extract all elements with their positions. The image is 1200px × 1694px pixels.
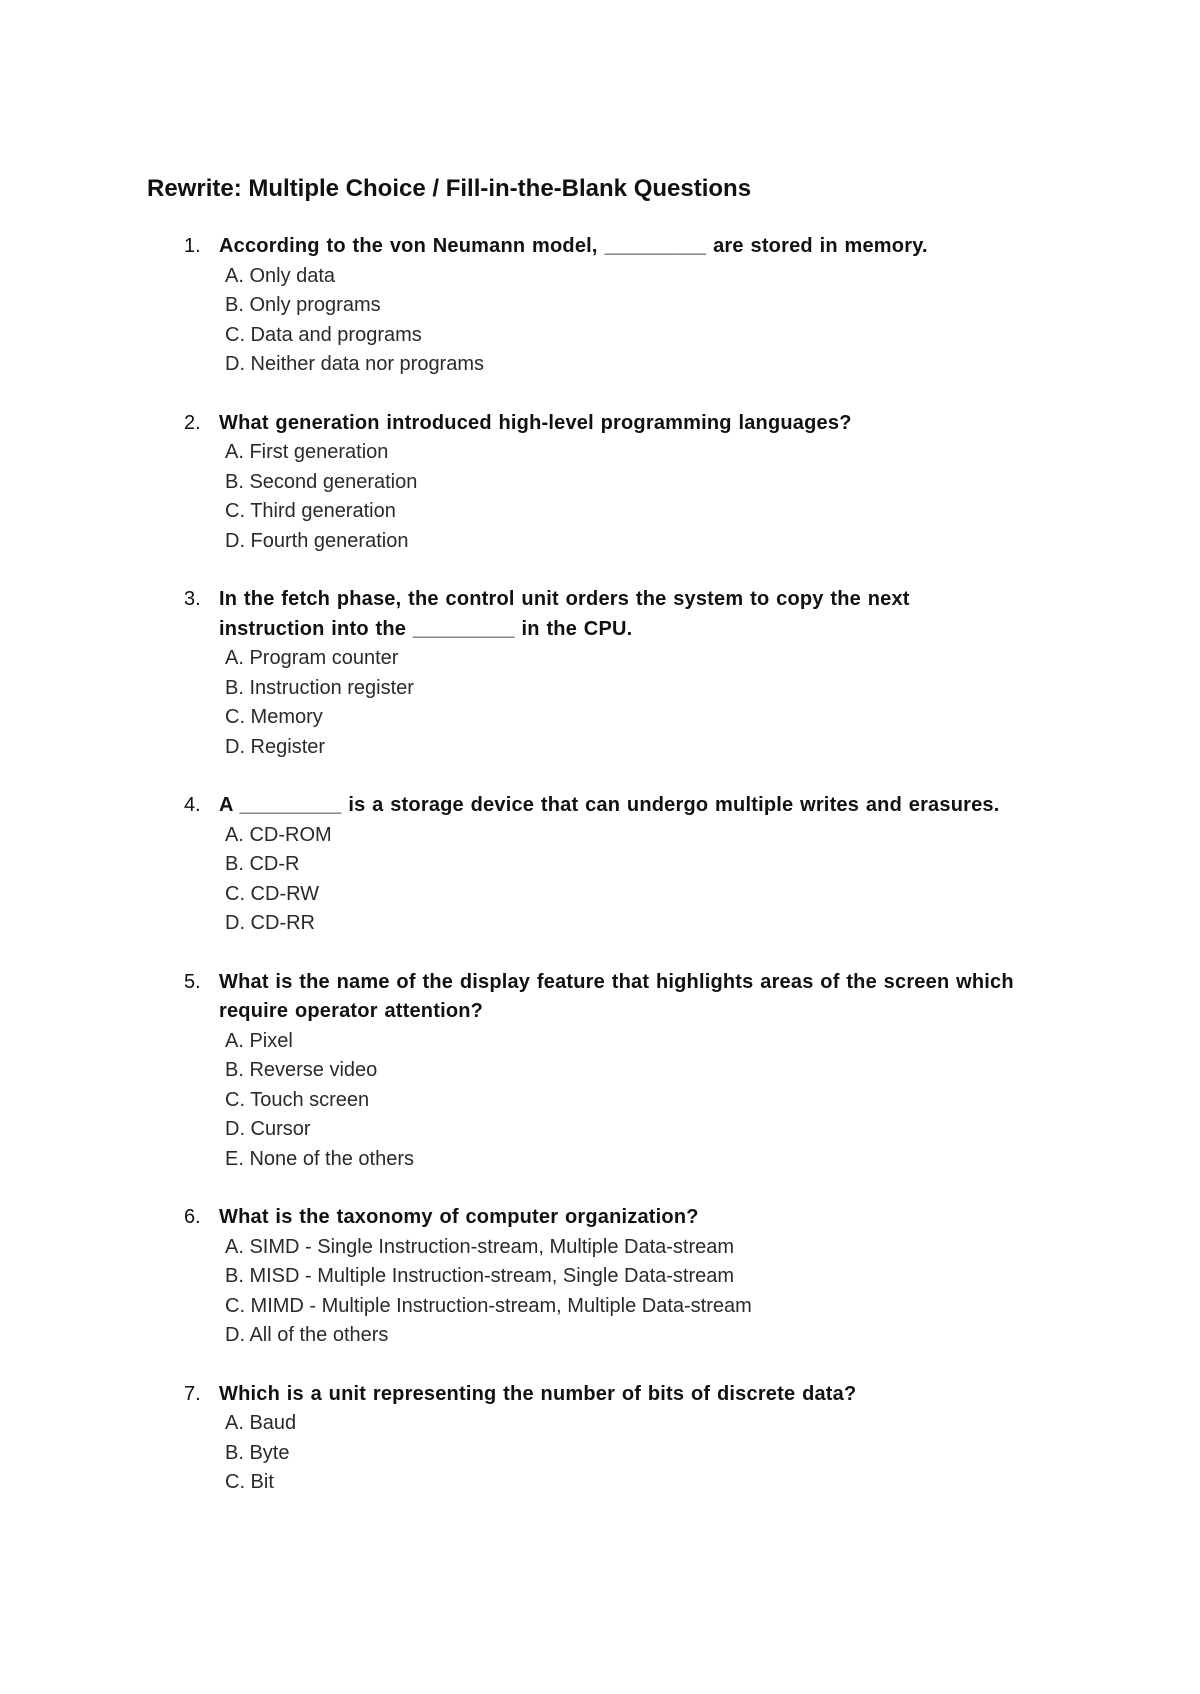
question-item bbox=[0, 585, 1200, 762]
answer-option: C. MIMD - Multiple Instruction-stream, Multiple Data-stream bbox=[225, 1294, 752, 1317]
question-header bbox=[0, 968, 1019, 1027]
answer-option: C. Memory bbox=[225, 706, 323, 728]
question-item bbox=[0, 791, 1200, 939]
question-number: 7. bbox=[184, 1382, 201, 1405]
answer-option: D. Fourth generation bbox=[225, 529, 409, 552]
answer-option: B. Second generation bbox=[225, 470, 418, 493]
answer-option: B. Reverse video bbox=[225, 1059, 378, 1081]
answer-option: B. CD-R bbox=[225, 853, 300, 875]
option-list bbox=[0, 1409, 1200, 1498]
question-item bbox=[0, 232, 1200, 380]
question-number: 1. bbox=[184, 235, 201, 257]
option-list bbox=[0, 438, 1200, 556]
answer-option: A. Only data bbox=[225, 264, 336, 287]
question-header bbox=[0, 791, 1019, 821]
answer-option: C. CD-RW bbox=[225, 882, 320, 905]
question-text: In the fetch phase, the control unit orders the system to copy the next instruction into the _________ in the CPU. bbox=[219, 588, 910, 640]
answer-option: C. Third generation bbox=[225, 500, 396, 522]
question-text: According to the von Neumann model, _________ are stored in memory. bbox=[219, 235, 928, 257]
answer-option: E. None of the others bbox=[225, 1147, 415, 1170]
question-text: What generation introduced high-level programming languages? bbox=[219, 411, 852, 434]
answer-option: D. Cursor bbox=[225, 1118, 311, 1140]
question-header bbox=[0, 585, 1019, 644]
answer-option: A. Program counter bbox=[225, 647, 399, 669]
answer-option: B. Only programs bbox=[225, 294, 381, 316]
answer-option: A. SIMD - Single Instruction-stream, Multiple Data-stream bbox=[225, 1235, 735, 1258]
question-header bbox=[0, 409, 1019, 439]
option-list bbox=[0, 821, 1200, 939]
answer-option: C. Data and programs bbox=[225, 323, 422, 346]
question-number: 3. bbox=[184, 588, 201, 610]
option-list bbox=[0, 1027, 1200, 1175]
question-text: What is the taxonomy of computer organization? bbox=[219, 1206, 699, 1228]
question-header bbox=[0, 232, 1019, 262]
answer-option: B. MISD - Multiple Instruction-stream, Single Data-stream bbox=[225, 1265, 735, 1287]
answer-option: A. CD-ROM bbox=[225, 823, 332, 846]
question-item bbox=[0, 968, 1200, 1175]
answer-option: D. Register bbox=[225, 735, 326, 758]
answer-option: C. Touch screen bbox=[225, 1088, 370, 1111]
option-list bbox=[0, 262, 1200, 380]
option-list bbox=[0, 1233, 1200, 1351]
answer-option: C. Bit bbox=[225, 1471, 274, 1493]
question-number: 5. bbox=[184, 970, 201, 993]
question-text: Which is a unit representing the number of bits of discrete data? bbox=[219, 1382, 857, 1405]
question-number: 2. bbox=[184, 411, 201, 434]
question-header bbox=[0, 1203, 1019, 1233]
question-item bbox=[0, 409, 1200, 557]
answer-option: D. All of the others bbox=[225, 1324, 389, 1346]
option-list bbox=[0, 644, 1200, 762]
answer-option: A. First generation bbox=[225, 441, 389, 463]
answer-option: B. Instruction register bbox=[225, 676, 414, 699]
answer-option: D. Neither data nor programs bbox=[225, 353, 485, 375]
answer-option: A. Baud bbox=[225, 1412, 297, 1434]
answer-option: A. Pixel bbox=[225, 1029, 293, 1052]
question-text: A _________ is a storage device that can undergo multiple writes and erasures. bbox=[219, 794, 1000, 816]
question-item bbox=[0, 1380, 1200, 1498]
question-number: 4. bbox=[184, 794, 201, 816]
question-text: What is the name of the display feature that highlights areas of the screen which require operator attention? bbox=[219, 970, 1014, 1022]
question-list bbox=[0, 232, 1200, 1527]
answer-option: B. Byte bbox=[225, 1441, 290, 1464]
answer-option: D. CD-RR bbox=[225, 912, 315, 934]
question-header bbox=[0, 1380, 1019, 1410]
question-number: 6. bbox=[184, 1206, 201, 1228]
page-title: Rewrite: Multiple Choice / Fill-in-the-Blank Questions bbox=[147, 175, 752, 202]
question-item bbox=[0, 1203, 1200, 1351]
